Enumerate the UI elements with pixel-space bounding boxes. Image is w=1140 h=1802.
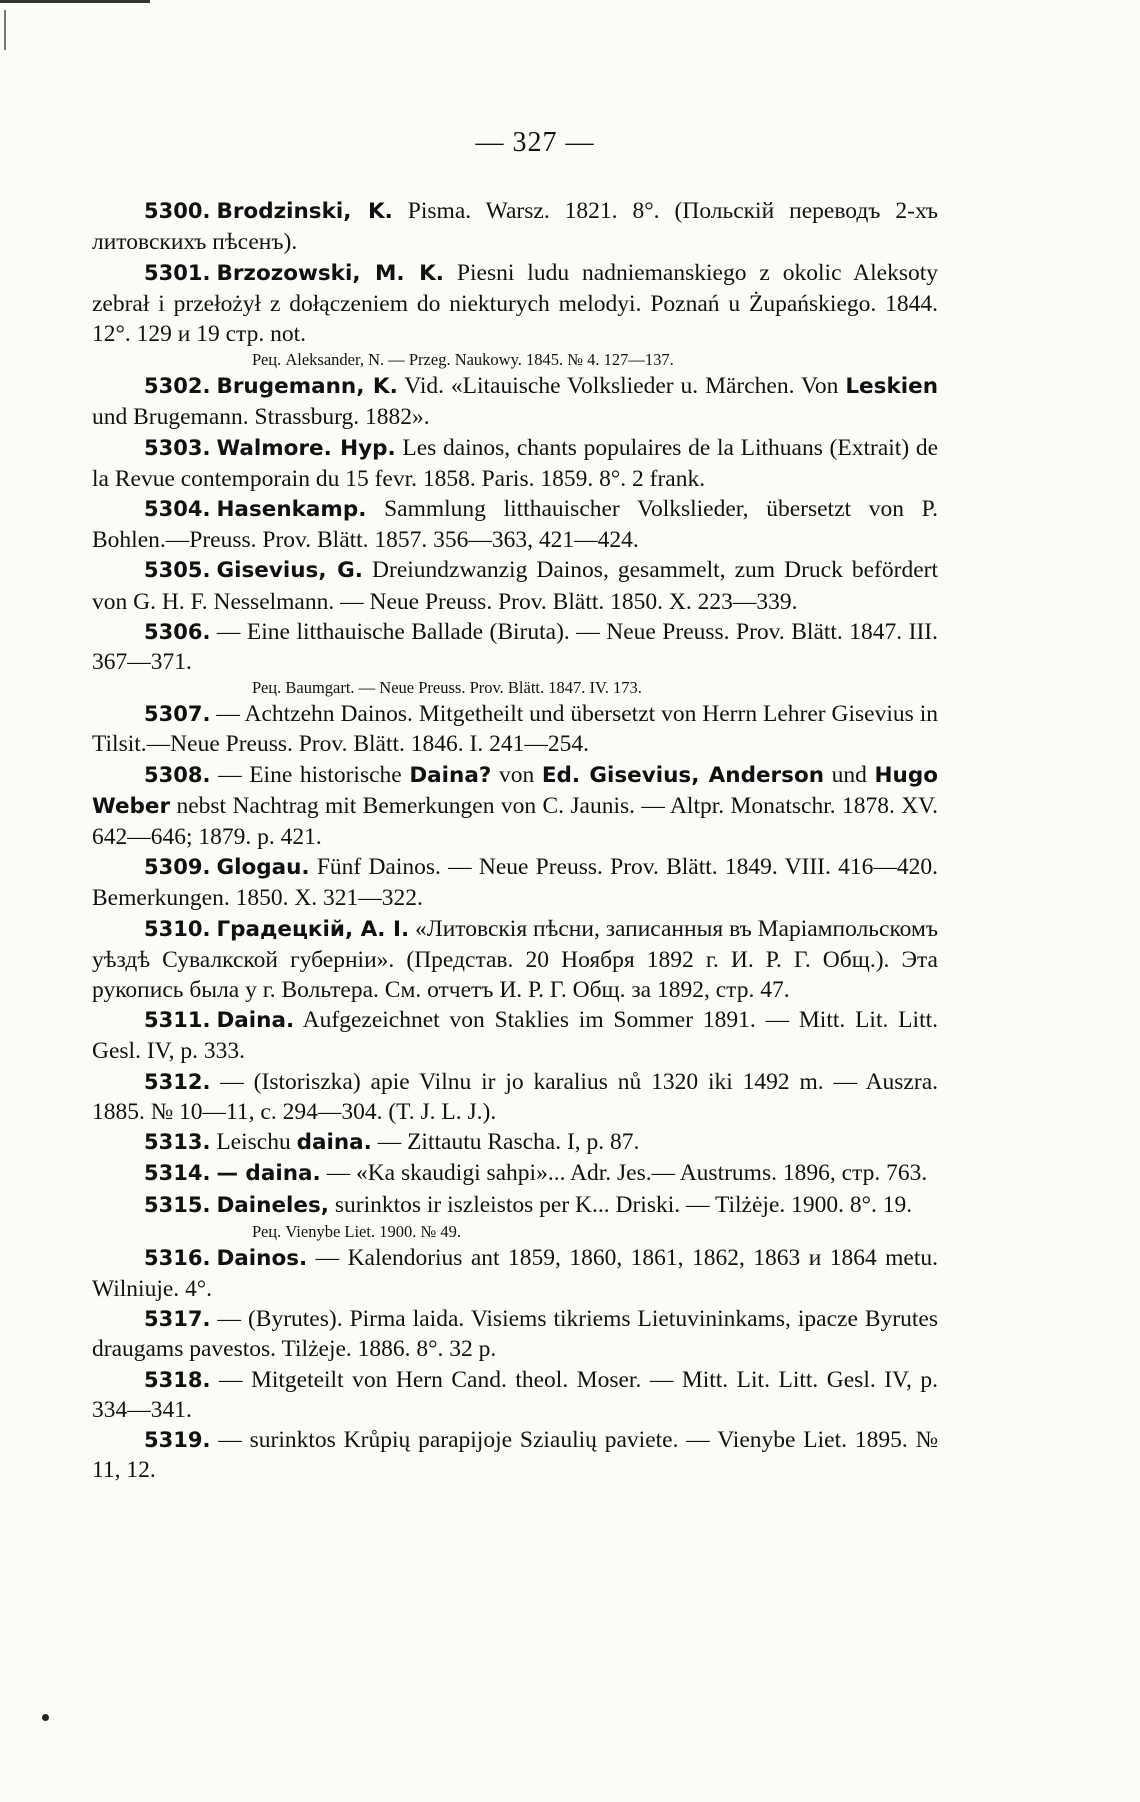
entry-author: — daina.	[216, 1161, 321, 1187]
entry-5316	[92, 1243, 938, 1304]
entry-text: nebst Nachtrag mit Bemerkungen von C. Jaunis. — Altpr. Monatschr. 1878. XV. 642—646; 1879. p. 421.	[92, 792, 938, 851]
entry-5314	[92, 1158, 938, 1189]
entry-5306	[92, 617, 938, 677]
entry-text: — Zittautu Rascha. I, p. 87.	[371, 1129, 640, 1156]
entry-text: — «Ka skaudigi sahpi»... Adr. Jes.— Austrums. 1896, стр. 763.	[320, 1160, 928, 1187]
entry-number: 5313.	[144, 1130, 211, 1155]
entry-author: Dainos.	[216, 1245, 308, 1271]
entry-number: 5319.	[144, 1427, 211, 1452]
entry-list	[92, 196, 938, 1485]
entry-bold: Hugo Weber	[92, 762, 939, 819]
entry-author: Daina.	[216, 1008, 295, 1034]
entry-text: und	[824, 761, 875, 788]
entry-number: 5312.	[144, 1069, 211, 1094]
entry-text: Piesni ludu nadniemanskiego z okolic Aleksoty zebrał i przełożył z dołączeniem do niekturych melodyi. Poznań u Żupańskiego. 1844. 12°. 129 и 19 стр. not.	[92, 259, 938, 348]
entry-text: Fünf Dainos. — Neue Preuss. Prov. Blätt. 1849. VIII. 416—420. Bemerkungen. 1850. X. 321—322.	[92, 854, 938, 912]
entry-text: «Литовскія пѣсни, записанныя въ Маріампольскомъ уѣздѣ Сувалкской губерніи». (Представ. 20 Ноября 1892 г. И. Р. Г. Общ.). Эта рукопись была у г. Вольтера. См. отчетъ И. Р. Г. Общ. за 1892, стр. 47.	[92, 915, 938, 1004]
entry-number: 5310.	[144, 916, 211, 941]
entry-text: — (Byrutes). Pirma laida. Visiems tikriems Lietuvininkams, ipacze Byrutes draugams pavestos. Tilżeje. 1886. 8°. 32 p.	[92, 1306, 938, 1363]
scan-edge-tick	[4, 10, 6, 50]
entry-5317	[92, 1304, 938, 1364]
entry-number: 5318.	[144, 1367, 211, 1392]
entry-5305	[92, 555, 938, 616]
entry-author: Glogau.	[216, 855, 310, 881]
entry-5309	[92, 852, 938, 913]
entry-number: 5306.	[144, 619, 211, 644]
entry-5308	[92, 760, 938, 853]
entry-5303	[92, 433, 938, 494]
page-number: — 327 —	[475, 127, 595, 158]
entry-text: und Brugemann. Strassburg. 1882».	[92, 404, 430, 431]
entry-text: von	[491, 761, 542, 788]
entry-author: Hasenkamp.	[216, 497, 367, 523]
entry-number: 5315.	[144, 1192, 211, 1217]
entry-number: 5308.	[144, 762, 211, 787]
entry-author: Daineles,	[216, 1192, 329, 1218]
entry-text: — Eine litthauische Ballade (Biruta). — Neue Preuss. Prov. Blätt. 1847. III. 367—371.	[92, 618, 938, 676]
entry-author: Gisevius, G.	[216, 558, 363, 584]
entry-5313	[92, 1127, 938, 1158]
entry-text: Dreiundzwanzig Dainos, gesammelt, zum Druck befördert von G. H. F. Nesselmann. — Neue Preuss. Prov. Blätt. 1850. X. 223—339.	[92, 557, 938, 615]
entry-number: 5301.	[144, 260, 211, 285]
entry-bold: daina.	[296, 1130, 372, 1156]
entry-bold: Ed. Gisevius, Anderson	[541, 762, 825, 788]
entry-5319	[92, 1425, 938, 1485]
entry-5311	[92, 1005, 938, 1066]
entry-5300	[92, 196, 938, 257]
entry-text: — (Istoriszka) apie Vilnu ir jo karalius nů 1320 iki 1492 m. — Auszra. 1885. № 10—11, c. 294—304. (T. J. L. J.).	[92, 1068, 938, 1125]
entry-bold: Daina?	[409, 762, 492, 788]
entry-number: 5309.	[144, 855, 211, 880]
entry-author: Walmore. Hyp.	[216, 435, 396, 461]
entry-5302	[92, 371, 938, 432]
entry-text: Leischu	[210, 1129, 297, 1156]
entry-author: Brodzinski, K.	[216, 199, 393, 225]
review-note-5301: Рец. Aleksander, N. — Przeg. Naukowy. 1845. № 4. 127—137.	[252, 350, 674, 370]
scan-bullet-mark	[42, 1714, 49, 1721]
entry-number: 5303.	[144, 435, 211, 460]
entry-text: — surinktos Krůpių parapijoje Sziaulių paviete. — Vienybe Liet. 1895. № 11, 12.	[92, 1426, 938, 1484]
entry-number: 5316.	[144, 1245, 211, 1270]
entry-number: 5305.	[144, 558, 211, 583]
review-note-5306: Рец. Baumgart. — Neue Preuss. Prov. Blätt. 1847. IV. 173.	[252, 678, 642, 698]
entry-number: 5304.	[144, 497, 211, 522]
entry-text: Les dainos, chants populaires de la Lithuans (Extrait) de la Revue contemporain du 15 fevr. 1858. Paris. 1859. 8°. 2 frank.	[92, 434, 939, 492]
entry-number: 5311.	[144, 1008, 211, 1033]
entry-5312	[92, 1067, 938, 1127]
entry-text: Aufgezeichnet von Staklies im Sommer 1891. — Mitt. Lit. Litt. Gesl. IV, p. 333.	[92, 1007, 938, 1065]
entry-text: — Eine historische	[210, 761, 410, 788]
entry-text: Pisma. Warsz. 1821. 8°. (Польскій переводъ 2-хъ литовскихъ пѣсенъ).	[92, 198, 938, 256]
entry-5315	[92, 1190, 938, 1221]
entry-number: 5307.	[144, 702, 211, 727]
entry-5318	[92, 1365, 938, 1425]
scan-edge-mark	[0, 0, 150, 13]
entry-bold: Leskien	[845, 374, 938, 400]
entry-text: Sammlung litthauischer Volkslieder, übersetzt von P. Bohlen.—Preuss. Prov. Blätt. 1857. 356—363, 421—424.	[92, 496, 938, 554]
entry-text: — Achtzehn Dainos. Mitgetheilt und übersetzt von Herrn Lehrer Gisevius in Tilsit.—Neue Preuss. Prov. Blätt. 1846. I. 241—254.	[92, 701, 938, 758]
entry-author: Brzozowski, M. K.	[216, 260, 444, 286]
page	[92, 128, 938, 1485]
entry-number: 5302.	[144, 374, 211, 399]
entry-text: — Mitgeteilt von Hern Cand. theol. Moser. — Mitt. Lit. Litt. Gesl. IV, p. 334—341.	[92, 1366, 938, 1423]
entry-text: Vid. «Litauische Volkslieder u. Märchen. Von	[397, 373, 846, 400]
entry-5301	[92, 258, 938, 350]
review-note-5315: Рец. Vienybe Liet. 1900. № 49.	[252, 1221, 461, 1241]
entry-author: Градецкій, А. І.	[216, 916, 410, 942]
entry-5307	[92, 699, 938, 759]
entry-5310	[92, 914, 938, 1006]
entry-number: 5317.	[144, 1307, 211, 1332]
entry-5304	[92, 494, 938, 555]
entry-number: 5314.	[144, 1161, 211, 1186]
entry-number: 5300.	[144, 199, 211, 224]
entry-author: Brugemann, K.	[216, 374, 398, 400]
entry-text: surinktos ir iszleistos per K... Driski. — Tilżėje. 1900. 8°. 19.	[328, 1191, 913, 1218]
entry-text: — Kalendorius ant 1859, 1860, 1861, 1862, 1863 и 1864 metu. Wilniuje. 4°.	[92, 1244, 938, 1302]
